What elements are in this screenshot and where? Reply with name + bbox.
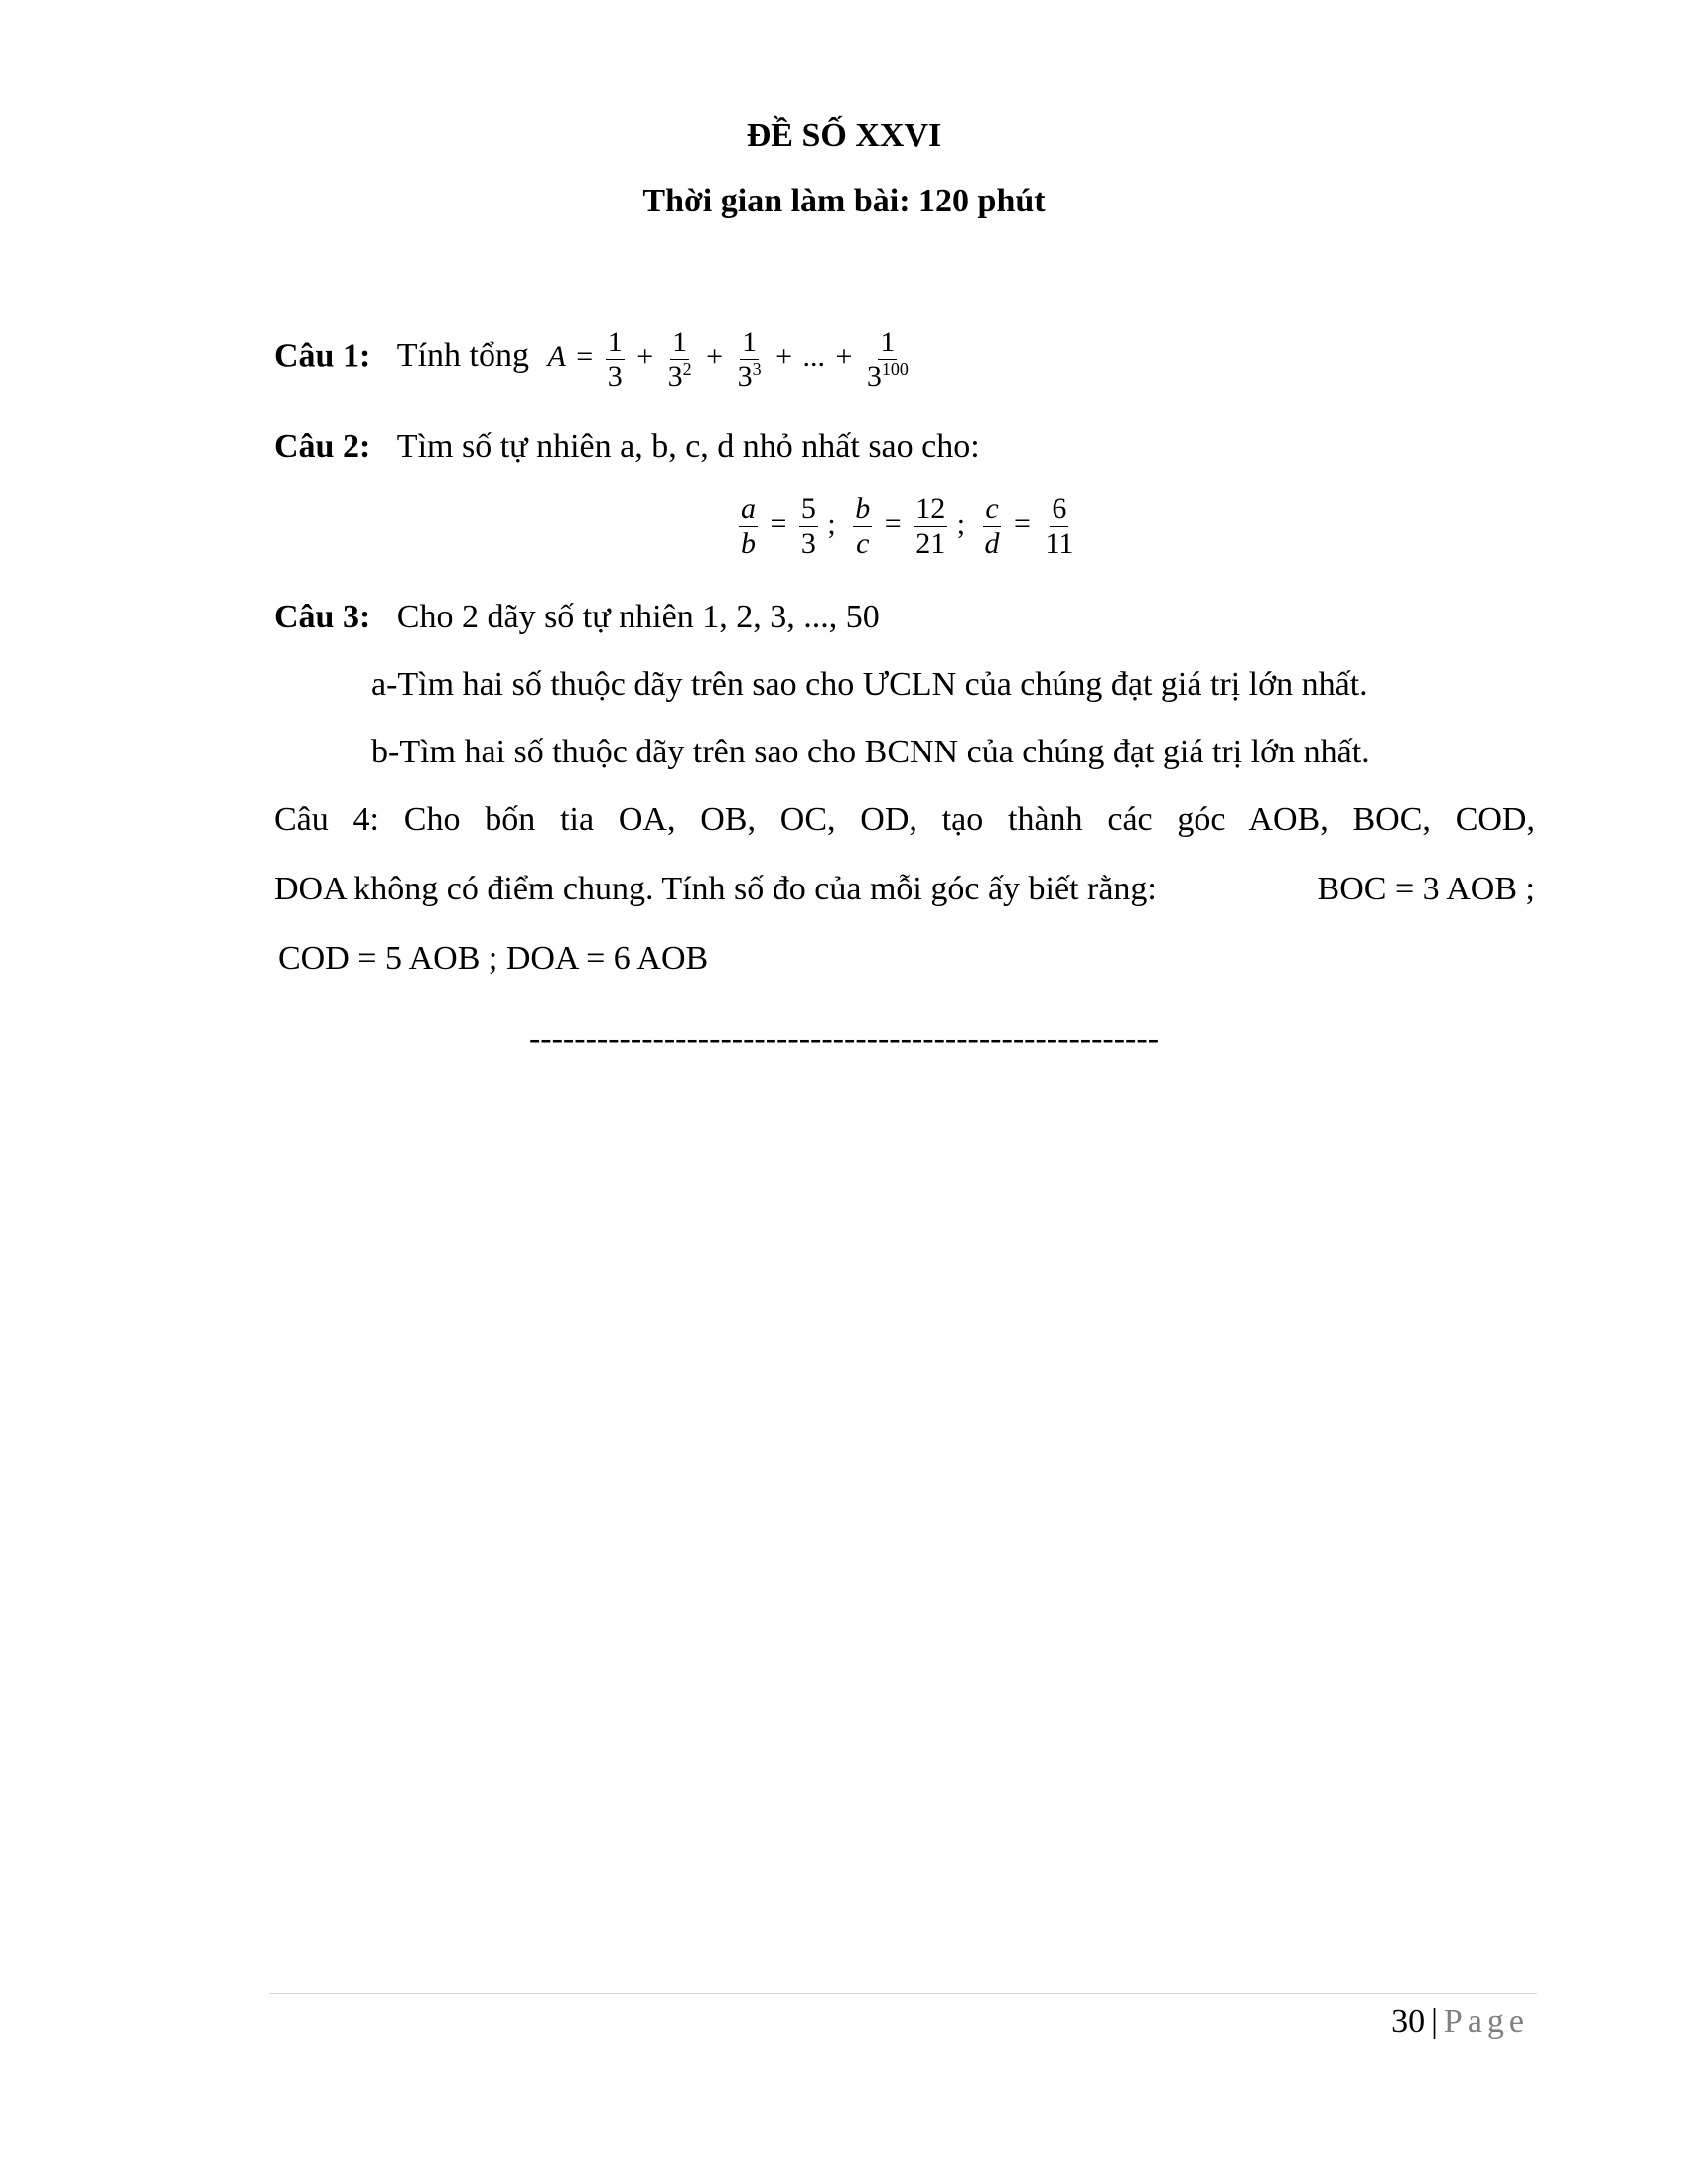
question-2 bbox=[274, 427, 980, 467]
question-3 bbox=[274, 598, 880, 637]
ratio-equations: $\frac{a}{b}$ = $\frac{5}{3}$ ; $\frac{b}{c}$ = $\frac{12}{21}$ ; $\frac{c}{d}$ = $\frac{6}{11}$ bbox=[741, 492, 1074, 560]
question-1 bbox=[274, 326, 913, 394]
equals-sign: = bbox=[576, 341, 594, 374]
question-3-label: Câu 3: bbox=[274, 599, 371, 635]
fraction-term-last: $\frac{1}{3^{100}}$ bbox=[866, 326, 909, 393]
question-2-text: Tìm số tự nhiên a, b, c, d nhỏ nhất sao cho: bbox=[396, 428, 980, 465]
page-footer: 30 | Page bbox=[1391, 2003, 1529, 2040]
variable-A: A bbox=[547, 341, 566, 374]
sum-formula: A = $\frac{1}{3}$ + $\frac{1}{3^2}$ + $\frac{1}{3^3}$ + ... + $\frac{1}{3^{100}}$ bbox=[547, 326, 909, 393]
question-1-label: Câu 1: bbox=[274, 338, 371, 375]
angle-relation-boc: BOC = 3 AOB ; bbox=[1317, 871, 1535, 907]
footer-rule bbox=[270, 1993, 1537, 1994]
fraction-term-3: $\frac{1}{3^3}$ bbox=[737, 326, 762, 393]
question-3-text: Cho 2 dãy số tự nhiên 1, 2, 3, ..., 50 bbox=[396, 599, 880, 635]
fraction-term-1: $\frac{1}{3}$ bbox=[607, 326, 623, 393]
separator-line: -------------------------------------------------------- bbox=[528, 1021, 1160, 1057]
page-number: 30 bbox=[1391, 2003, 1426, 2040]
question-4-line-3: COD = 5 AOB ; DOA = 6 AOB bbox=[278, 940, 709, 977]
page-word: Page bbox=[1443, 2003, 1529, 2040]
question-3-part-a: a-Tìm hai số thuộc dãy trên sao cho ƯCLN của chúng đạt giá trị lớn nhất. bbox=[371, 666, 1368, 703]
question-1-text: Tính tổng bbox=[396, 338, 529, 375]
question-4-line-2: DOA không có điểm chung. Tính số đo của mỗi góc ấy biết rằng: BOC = 3 AOB ; bbox=[274, 871, 1535, 907]
fraction-term-2: $\frac{1}{3^2}$ bbox=[667, 326, 692, 393]
exam-duration: Thời gian làm bài: 120 phút bbox=[642, 183, 1046, 219]
question-3-part-b: b-Tìm hai số thuộc dãy trên sao cho BCNN của chúng đạt giá trị lớn nhất. bbox=[371, 734, 1370, 770]
question-2-label: Câu 2: bbox=[274, 428, 371, 465]
question-4-line-1: Câu 4: Cho bốn tia OA, OB, OC, OD, tạo thành các góc AOB, BOC, COD, bbox=[274, 801, 1535, 838]
exam-title: ĐỀ SỐ XXVI bbox=[746, 117, 942, 154]
